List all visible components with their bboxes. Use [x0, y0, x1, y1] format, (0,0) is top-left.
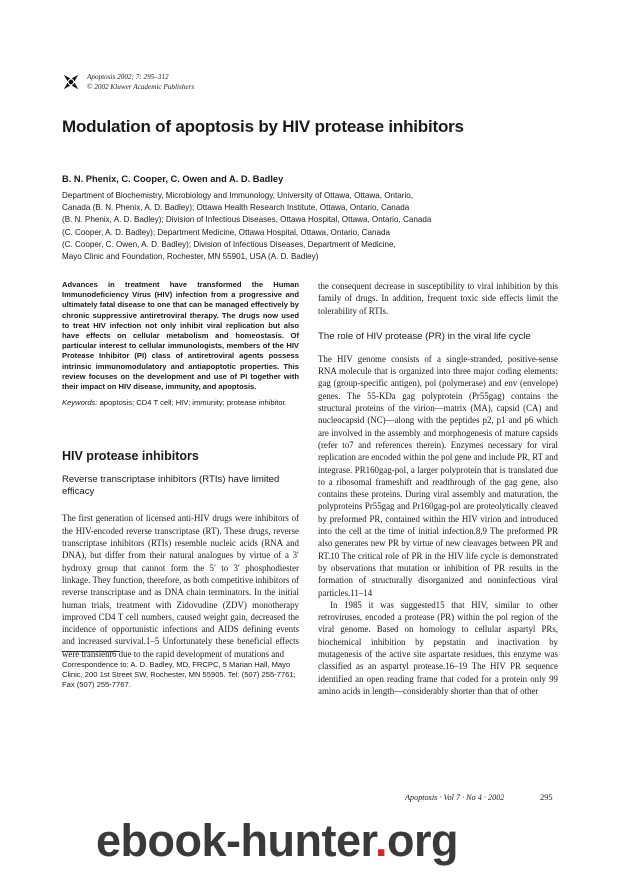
watermark	[96, 815, 458, 867]
affiliation-line: (B. N. Phenix, A. D. Badley); Division of Infectious Diseases, Ottawa Hospital, Ottawa, Ontario, Canada	[62, 215, 432, 225]
watermark-text: ebook-hunter	[96, 815, 376, 866]
right-column	[318, 280, 558, 697]
keywords-text: apoptosis; CD4 T cell; HIV; immunity; protease inhibitor.	[99, 398, 287, 408]
journal-citation: Apoptosis 2002; 7: 295–312	[87, 73, 169, 81]
affiliation-line: Mayo Clinic and Foundation, Rochester, MN 55901, USA (A. D. Badley)	[62, 252, 319, 262]
left-column	[62, 280, 299, 660]
affiliation-line: (C. Cooper, A. D. Badley); Department Medicine, Ottawa Hospital, Ottawa, Ontario, Canada	[62, 227, 390, 237]
footnote-divider	[62, 651, 120, 652]
section-heading-hiv-protease-inhibitors: HIV protease inhibitors	[62, 449, 199, 464]
page-number: 295	[540, 793, 553, 802]
watermark-suffix: org	[387, 815, 459, 866]
watermark-dot: .	[375, 815, 388, 866]
keywords-label: Keywords:	[62, 398, 98, 408]
publisher-logo-icon	[62, 73, 80, 91]
body-paragraph: The HIV genome consists of a single-stranded, positive-sense RNA molecule that is organized into three major coding elements: gag (group-specific antigen), pol (polymerase) and env (envelope) genes. The 55-KDa gag polyprotein (Pr55gag) contains the structural proteins of the virion—matrix (MA), capsid (CA) and nucleocapsid (NC)—along with the peptides p2, p1 and p6 which are involved in the assembly and morphogenesis of mature capsids (refer to7 and references therein). Enzymes necessary for viral replication are encoded within the pol gene and include PR, RT and integrase. PR160gag-pol, a larger polyprotein that is translated due to a ribosomal frameshift and readthrough of the gag gene, also contains these proteins. During viral assembly and maturation, the polyproteins Pr55gag and Pr160gag-pol are proteolytically cleaved by preformed PR, contained within the HIV virion and introduced into the cell at the time of initial infection.8,9 The preformed PR also generates new PR by virtue of new cleavages between PR and RT.10 The critical role of PR in the HIV life cycle is demonstrated by observations that mutation or inhibition of PR results in the formation of structurally disorganized and noninfectious viral particles.11–14	[318, 353, 558, 598]
author-list: B. N. Phenix, C. Cooper, C. Owen and A. D. Badley	[62, 174, 284, 184]
affiliation-line: Canada (B. N. Phenix, A. D. Badley); Ottawa Health Research Institute, Ottawa, Ontario, Canada	[62, 203, 410, 213]
affiliations	[62, 190, 557, 263]
keywords	[62, 398, 299, 408]
body-paragraph: In 1985 it was suggested15 that HIV, similar to other retroviruses, encoded a protease (PR) within the pol region of the viral genome. Based on homology to cellular aspartyl PRs, biochemical inhibition by pepstatin and inactivation by mutagenesis of the active site aspartate residues, this enzyme was classified as an aspartyl protease.16–19 The HIV PR sequence identified an open reading frame that coded for a protein only 99 amino acids in length—considerably shorter than that of other	[318, 599, 558, 696]
correspondence-footnote: Correspondence to: A. D. Badley, MD, FRCPC, 5 Marian Hall, Mayo Clinic, 200 1st Street SW, Rochester, MN 55905. Tel: (507) 255-7761; Fax (507) 255-7767.	[62, 660, 296, 690]
journal-issue-footer: Apoptosis · Vol 7 · No 4 · 2002	[405, 793, 505, 802]
article-title: Modulation of apoptosis by HIV protease inhibitors	[62, 117, 464, 136]
body-paragraph: The first generation of licensed anti-HIV drugs were inhibitors of the HIV-encoded reverse transcriptase (RT). These drugs, reverse transcriptase inhibitors (RTIs) resemble nucleic acids (RNA and DNA), but differ from their natural analogues by virtue of a 3′ hydroxy group that cannot form the 5′ to 3′ phosphodiester linkage. They function, therefore, as both competitive inhibitors of reverse transcriptase and as DNA chain terminators. In the initial human trials, treatment with Zidovudine (ZDV) monotherapy improved CD4 T cell numbers, caused weight gain, decreased the incidence of opportunistic infections and AIDS defining events and increased survival.1–5 Unfortunately these beneficial effects were transient6 due to the rapid development of mutations and	[62, 513, 299, 659]
subheading-hiv-protease-role: The role of HIV protease (PR) in the viral life cycle	[318, 330, 531, 342]
journal-citation-block	[87, 72, 194, 92]
body-paragraph-continuation: the consequent decrease in susceptibility to viral inhibition by this family of drugs. In addition, frequent toxic side effects limit the tolerability of RTIs.	[318, 281, 558, 316]
affiliation-line: (C. Cooper, C. Owen, A. D. Badley); Division of Infectious Diseases, Department of Medicine,	[62, 239, 396, 249]
journal-copyright: © 2002 Kluwer Academic Publishers	[87, 83, 195, 91]
abstract: Advances in treatment have transformed the Human Immunodeficiency Virus (HIV) infection from a progressive and ultimately fatal disease to one that can be managed effectively by chronic suppressive antiretroviral therapy. The drugs now used to treat HIV infection not only inhibit viral replication but also have effects on cellular metabolism and homeostasis. Of particular interest to cellular immunologists, members of the HIV Protease Inhibitor (PI) class of antiretroviral agents possess intrinsic immunomodulatory and antiapoptotic properties. This review focuses on the development and use of PI together with their impact on HIV disease, immunity, and apoptosis.	[62, 280, 299, 392]
affiliation-line: Department of Biochemistry, Microbiology and Immunology, University of Ottawa, Ottawa, Ontario,	[62, 191, 414, 200]
subheading-rti-efficacy: Reverse transcriptase inhibitors (RTIs) have limited efficacy	[62, 474, 280, 498]
